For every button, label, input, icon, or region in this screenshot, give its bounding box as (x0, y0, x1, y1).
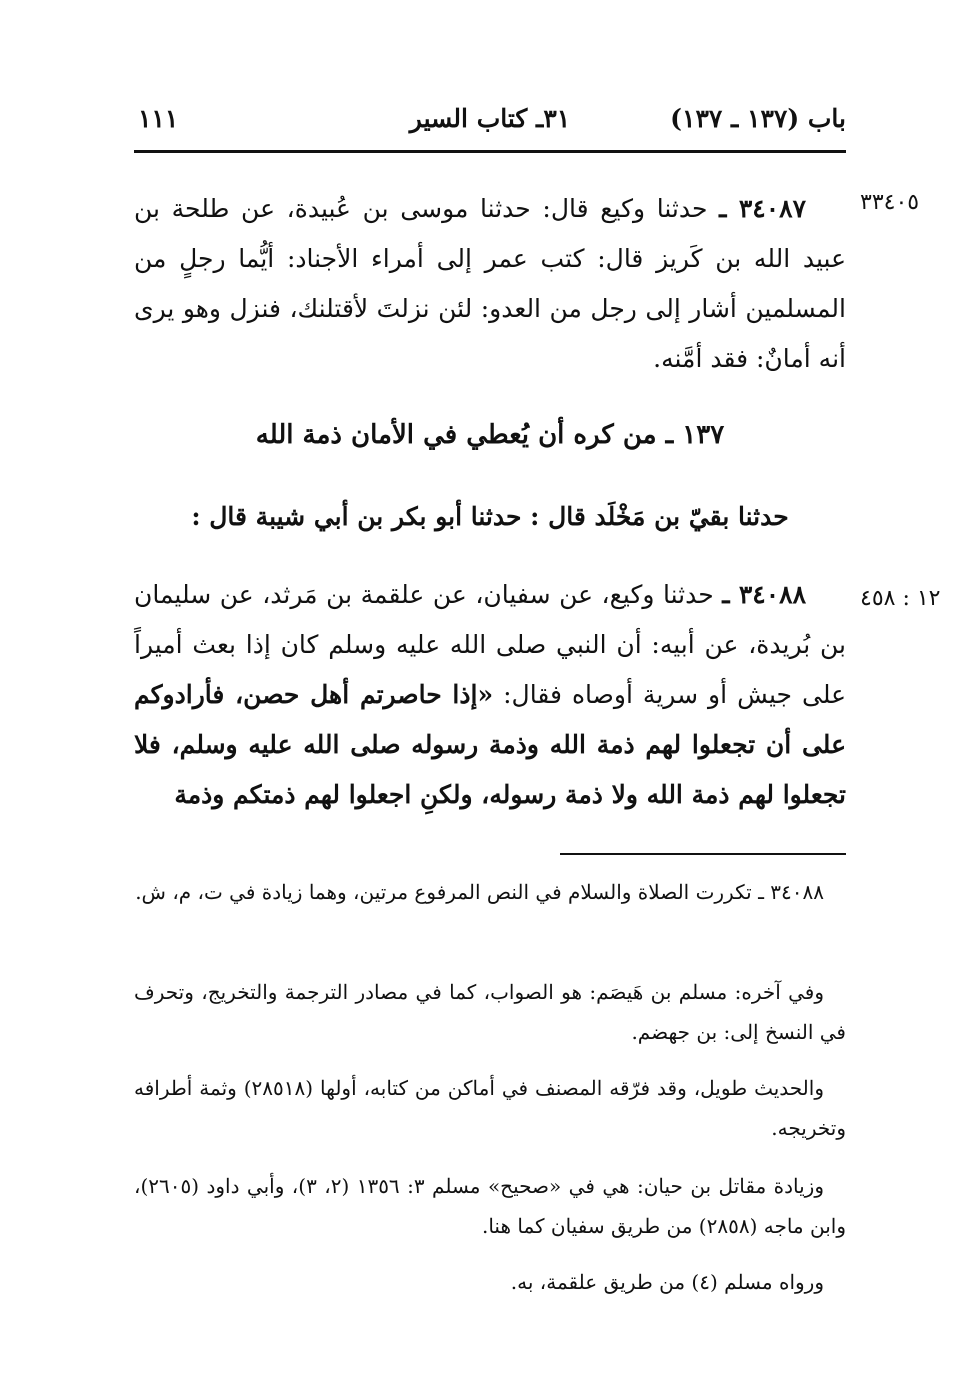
footnote-3: والحديث طويل، وقد فرّقه المصنف في أماكن من كتابه، أولها (٢٨٥١٨) وثمة أطرافه وتخريجه. (134, 1076, 846, 1140)
footnote-5: ورواه مسلم (٤) من طريق علقمة، به. (510, 1270, 824, 1294)
footnote-2: وفي آخره: مسلم بن هَيصَم: هو الصواب، كما في مصادر الترجمة والتخريج، وتحرف في النسخ إلى: بن جهضم. (134, 980, 846, 1044)
margin-reference-1: ٣٣٤٠٥ (860, 190, 920, 215)
chapter-range: باب (١٣٧ ـ ١٣٧) (670, 104, 846, 133)
book-title: ٣١ـ كتاب السير (409, 104, 571, 133)
hadith-text: حدثنا وكيع، عن سفيان، عن علقمة بن مَرثد، عن سليمان بن بُريدة، عن أبيه: أن النبي صلى الله عليه وسلم كان إذا بعث أميراً على جيش أو سرية أوصاه فقال: (134, 580, 847, 709)
hadith-number: ٣٤٠٨٧ ـ (719, 194, 807, 223)
hadith-34087 (134, 184, 846, 384)
hadith-text: حدثنا وكيع قال: حدثنا موسى بن عُبيدة، عن طلحة بن عبيد الله بن كَريز قال: كتب عمر إلى أمراء الأجناد: أيُّما رجلٍ من المسلمين أشار إلى رجل من العدو: لئن نزلتَ لأقتلنك، فنزل وهو يرى أنه أمانٌ: فقد أمَّنه. (134, 194, 846, 373)
header-divider (134, 150, 846, 153)
footnote-divider (560, 853, 846, 855)
hadith-marfu-text: «إذا حاصرتم أهل حصن، فأرادوكم على أن تجعلوا لهم ذمة الله وذمة رسوله صلى الله عليه وسلم، فلا تجعلوا لهم ذمة الله ولا ذمة رسوله، ولكنِ اجعلوا لهم ذمتكم وذمة (134, 680, 846, 809)
page-number: ١١١ (138, 104, 179, 133)
footnote-1: ٣٤٠٨٨ ـ تكررت الصلاة والسلام في النص المرفوع مرتين، وهما زيادة في ت، م، ش. (135, 880, 824, 904)
chapter-title: ١٣٧ ـ من كره أن يُعطي في الأمان ذمة الله (255, 420, 725, 450)
hadith-34088 (134, 570, 846, 820)
isnad-line: حدثنا بقيّ بن مَخْلَد قال : حدثنا أبو بكر بن أبي شيبة قال : (191, 502, 789, 531)
hadith-number: ٣٤٠٨٨ ـ (722, 580, 806, 609)
margin-reference-2: ١٢ : ٤٥٨ (860, 586, 941, 611)
page-header (134, 104, 846, 148)
footnote-4: وزيادة مقاتل بن حيان: هي في «صحيح» مسلم ٣: ١٣٥٦ (٢، ٣)، وأبي داود (٢٦٠٥)، وابن ماجه (٢٨٥٨) من طريق سفيان كما هنا. (134, 1174, 846, 1238)
